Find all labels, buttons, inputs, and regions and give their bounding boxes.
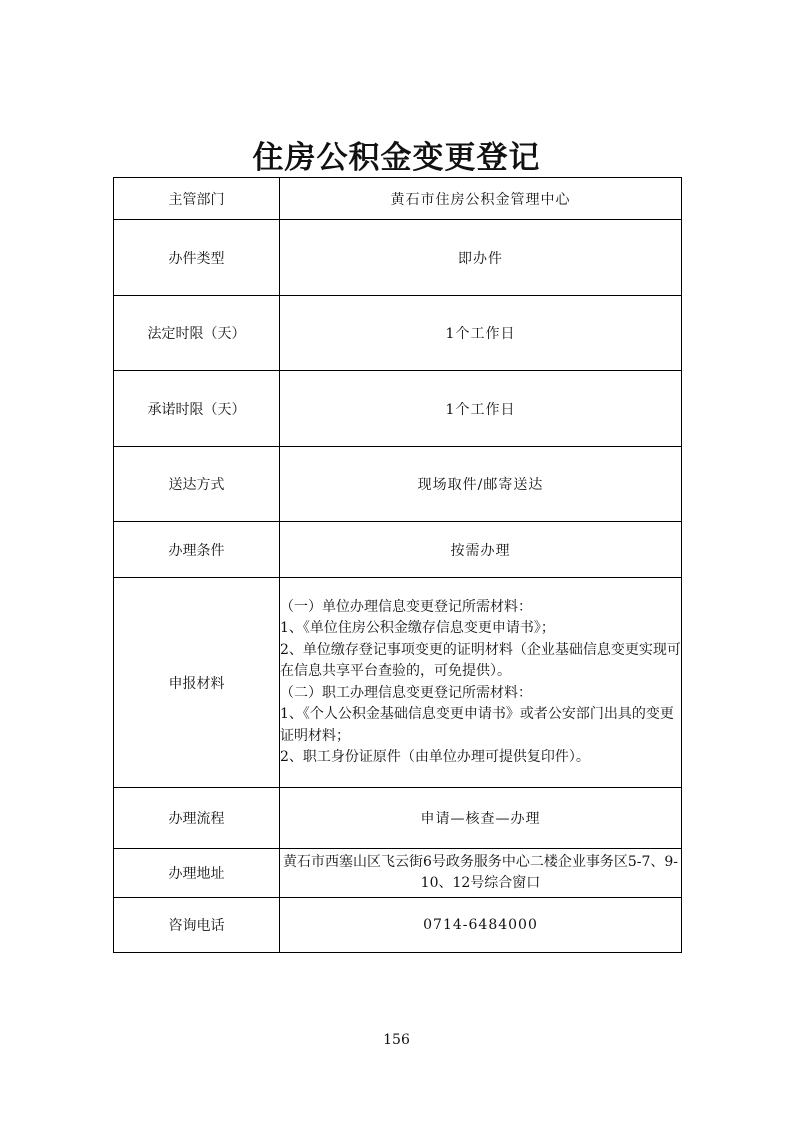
row-value-address: 黄石市西塞山区飞云街6号政务服务中心二楼企业事务区5-7、9-10、12号综合窗口 [280, 849, 682, 898]
materials-line: （二）职工办理信息变更登记所需材料： [280, 684, 532, 701]
row-label-delivery: 送达方式 [114, 447, 280, 522]
materials-line: 2、单位缴存登记事项变更的证明材料（企业基础信息变更实现可在信息共享平台查验的，可免提供）。 [280, 641, 681, 679]
row-label-authority: 主管部门 [114, 178, 280, 220]
table-row [114, 898, 682, 953]
table-row [114, 849, 682, 898]
row-label-materials: 申报材料 [114, 578, 280, 788]
row-value-authority: 黄石市住房公积金管理中心 [280, 178, 682, 220]
row-label-promised-limit: 承诺时限（天） [114, 371, 280, 447]
materials-line: 1、《个人公积金基础信息变更申请书》或者公安部门出具的变更证明材料； [280, 706, 674, 744]
table-row [114, 371, 682, 447]
page-title: 住房公积金变更登记 [252, 140, 541, 176]
row-label-process: 办理流程 [114, 788, 280, 849]
page-number: 156 [383, 1032, 410, 1048]
table-row [114, 296, 682, 371]
row-value-delivery: 现场取件/邮寄送达 [280, 447, 682, 522]
table-row [114, 522, 682, 578]
materials-line: 1、《单位住房公积金缴存信息变更申请书》； [280, 620, 555, 636]
row-value-promised-limit: 1个工作日 [280, 371, 682, 447]
table-row [114, 178, 682, 220]
row-value-type: 即办件 [280, 220, 682, 296]
table-row [114, 220, 682, 296]
table-row [114, 447, 682, 522]
row-value-conditions: 按需办理 [280, 522, 682, 578]
materials-line: 2、职工身份证原件（由单位办理可提供复印件）。 [280, 749, 590, 765]
service-info-table [113, 177, 682, 953]
row-label-address: 办理地址 [114, 849, 280, 898]
table-row [114, 578, 682, 788]
row-label-type: 办件类型 [114, 220, 280, 296]
row-label-legal-limit: 法定时限（天） [114, 296, 280, 371]
row-value-legal-limit: 1个工作日 [280, 296, 682, 371]
row-label-conditions: 办理条件 [114, 522, 280, 578]
table-row [114, 788, 682, 849]
row-value-process: 申请—核查—办理 [280, 788, 682, 849]
row-value-phone: 0714-6484000 [280, 898, 682, 953]
row-label-phone: 咨询电话 [114, 898, 280, 953]
row-value-materials [280, 578, 682, 788]
materials-line: （一）单位办理信息变更登记所需材料： [280, 598, 532, 615]
